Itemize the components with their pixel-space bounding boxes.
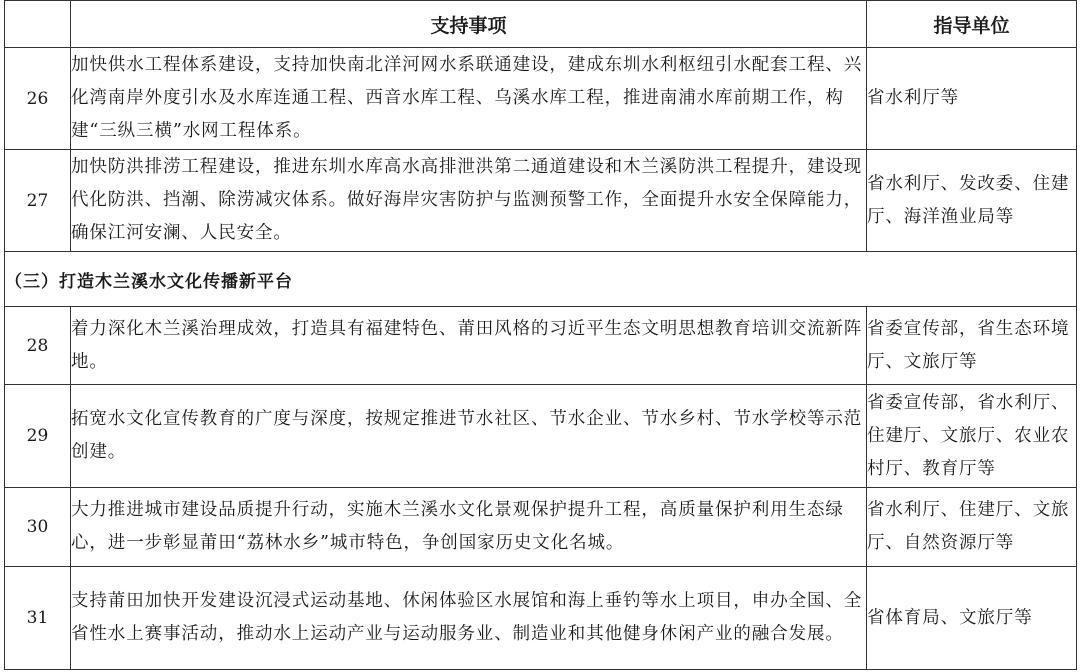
row-item: 加快供水工程体系建设，支持加快南北洋河网水系联通建设，建成东圳水利枢纽引水配套工程、兴化湾南岸外度引水及水库连通工程、西音水库工程、乌溪水库工程，推进南浦水库前期工作，构建“三纵三横”水网工程体系。 — [71, 48, 867, 150]
row-unit: 省体育局、文旅厅等 — [867, 567, 1077, 670]
table-row — [5, 385, 1077, 488]
policy-table — [4, 0, 1077, 670]
row-unit: 省水利厅、住建厅、文旅厅、自然资源厅等 — [867, 488, 1077, 567]
header-item: 支持事项 — [71, 1, 867, 48]
row-unit: 省委宣传部，省水利厅、住建厅、文旅厅、农业农村厅、教育厅等 — [867, 385, 1077, 488]
row-number: 27 — [5, 150, 71, 252]
section-row — [5, 252, 1077, 307]
row-item: 支持莆田加快开发建设沉浸式运动基地、休闲体验区水展馆和海上垂钓等水上项目，申办全国、全省性水上赛事活动，推动水上运动产业与运动服务业、制造业和其他健身休闲产业的融合发展。 — [71, 567, 867, 670]
row-item: 大力推进城市建设品质提升行动，实施木兰溪水文化景观保护提升工程，高质量保护利用生态绿心，进一步彰显莆田“荔林水乡”城市特色，争创国家历史文化名城。 — [71, 488, 867, 567]
row-unit: 省水利厅、发改委、住建厅、海洋渔业局等 — [867, 150, 1077, 252]
row-unit: 省委宣传部，省生态环境厅、文旅厅等 — [867, 307, 1077, 385]
table-row — [5, 488, 1077, 567]
row-item: 着力深化木兰溪治理成效，打造具有福建特色、莆田风格的习近平生态文明思想教育培训交流新阵地。 — [71, 307, 867, 385]
section-title: （三）打造木兰溪水文化传播新平台 — [5, 252, 1077, 307]
row-number: 31 — [5, 567, 71, 670]
row-number: 30 — [5, 488, 71, 567]
header-unit: 指导单位 — [867, 1, 1077, 48]
row-number: 29 — [5, 385, 71, 488]
table-header-row — [5, 1, 1077, 48]
row-unit: 省水利厅等 — [867, 48, 1077, 150]
table-row — [5, 150, 1077, 252]
row-number: 28 — [5, 307, 71, 385]
header-number-cell — [5, 1, 71, 48]
table-row — [5, 48, 1077, 150]
row-item: 拓宽水文化宣传教育的广度与深度，按规定推进节水社区、节水企业、节水乡村、节水学校等示范创建。 — [71, 385, 867, 488]
row-number: 26 — [5, 48, 71, 150]
row-item: 加快防洪排涝工程建设，推进东圳水库高水高排泄洪第二通道建设和木兰溪防洪工程提升，建设现代化防洪、挡潮、除涝减灾体系。做好海岸灾害防护与监测预警工作，全面提升水安全保障能力，确保江河安澜、人民安全。 — [71, 150, 867, 252]
table-row — [5, 307, 1077, 385]
table-row — [5, 567, 1077, 670]
